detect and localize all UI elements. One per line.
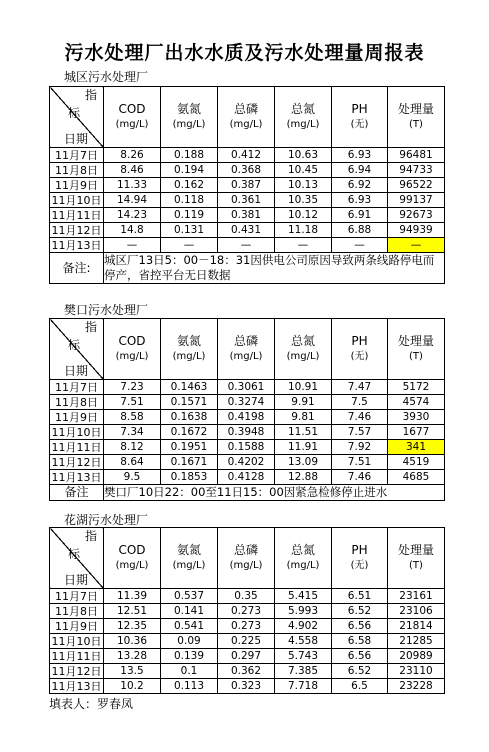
col-header-tp: 总磷 (mg/L): [218, 528, 275, 589]
tp-cell: 0.225: [218, 634, 275, 649]
corner-label-date: 日期: [64, 573, 89, 587]
date-cell: 11月7日: [50, 380, 104, 395]
tn-cell: 10.13: [275, 178, 332, 193]
col-header-cod: COD (mg/L): [104, 528, 161, 589]
tp-cell: 0.297: [218, 649, 275, 664]
table-row: [50, 395, 445, 410]
date-cell: 11月12日: [51, 664, 102, 678]
ph-cell: 7.47: [332, 380, 388, 395]
ph-cell: 6.94: [332, 163, 388, 178]
tn-cell: 5.415: [275, 589, 332, 604]
volume-cell: 96522: [388, 178, 445, 193]
tn-cell: 7.718: [275, 679, 332, 694]
date-cell: 11月7日: [50, 148, 104, 163]
corner-header-cell: [50, 87, 104, 148]
tn-cell: 4.558: [275, 634, 332, 649]
nh3n-cell: 0.188: [161, 148, 218, 163]
cod-cell: 13.5: [104, 664, 161, 679]
col-header-tn: 总氮 (mg/L): [275, 319, 332, 380]
ph-cell: 7.5: [332, 395, 388, 410]
cod-cell: 10.36: [104, 634, 161, 649]
tn-cell: 10.35: [275, 193, 332, 208]
volume-cell: 94939: [388, 223, 445, 238]
report-title: 污水处理厂出水水质及污水处理量周报表: [64, 42, 425, 64]
ph-cell: 7.46: [332, 410, 388, 425]
tp-cell: 0.361: [218, 193, 275, 208]
table-huahu: [49, 527, 445, 694]
tp-cell: 0.4202: [218, 455, 275, 470]
cod-cell: 8.58: [104, 410, 161, 425]
volume-cell: 4574: [388, 395, 445, 410]
nh3n-cell: 0.1571: [161, 395, 218, 410]
col-header-cod: COD (mg/L): [104, 319, 161, 380]
tp-cell: 0.381: [218, 208, 275, 223]
date-cell: 11月11日: [51, 440, 102, 454]
cod-cell: 7.23: [104, 380, 161, 395]
date-cell: 11月12日: [51, 455, 102, 469]
tp-cell: —: [218, 238, 275, 253]
ph-cell: 6.88: [332, 223, 388, 238]
tn-cell: 5.993: [275, 604, 332, 619]
ph-cell: 6.52: [332, 604, 388, 619]
ph-cell: 6.93: [332, 193, 388, 208]
nh3n-cell: 0.1638: [161, 410, 218, 425]
nh3n-cell: 0.162: [161, 178, 218, 193]
tn-cell: 10.45: [275, 163, 332, 178]
col-header-ph: PH (无): [332, 319, 388, 380]
ph-cell: 6.91: [332, 208, 388, 223]
volume-cell: 94733: [388, 163, 445, 178]
cod-cell: —: [104, 238, 161, 253]
table-row: [50, 425, 445, 440]
table-row: [50, 380, 445, 395]
date-cell: 11月9日: [50, 178, 104, 193]
table-chengqu: [49, 86, 445, 284]
volume-cell: 1677: [388, 425, 445, 440]
corner-label-zhi: 指: [84, 529, 97, 543]
table-row: [50, 679, 445, 694]
ph-cell: —: [332, 238, 388, 253]
volume-cell: 23161: [388, 589, 445, 604]
table-row: [50, 470, 445, 485]
tp-cell: 0.35: [218, 589, 275, 604]
volume-cell: 99137: [388, 193, 445, 208]
date-cell: 11月10日: [51, 425, 102, 439]
volume-cell: 92673: [388, 208, 445, 223]
tp-cell: 0.431: [218, 223, 275, 238]
cod-cell: 9.5: [104, 470, 161, 485]
tn-cell: 4.902: [275, 619, 332, 634]
date-cell: 11月11日: [51, 208, 102, 222]
cod-cell: 7.34: [104, 425, 161, 440]
ph-cell: 6.51: [332, 589, 388, 604]
tp-cell: 0.273: [218, 604, 275, 619]
nh3n-cell: —: [161, 238, 218, 253]
ph-cell: 6.92: [332, 178, 388, 193]
note-row: [50, 253, 445, 284]
tn-cell: 10.12: [275, 208, 332, 223]
tp-cell: 0.3061: [218, 380, 275, 395]
tn-cell: 11.91: [275, 440, 332, 455]
tn-cell: 11.51: [275, 425, 332, 440]
corner-label-zhi: 指: [84, 320, 97, 334]
corner-label-zhi: 指: [84, 88, 97, 102]
table-row: [50, 410, 445, 425]
volume-cell: 5172: [388, 380, 445, 395]
corner-header-cell: [50, 528, 104, 589]
volume-cell: 4685: [388, 470, 445, 485]
volume-cell: 20989: [388, 649, 445, 664]
corner-label-date: 日期: [64, 132, 89, 146]
tn-cell: 10.63: [275, 148, 332, 163]
tn-cell: 7.385: [275, 664, 332, 679]
nh3n-cell: 0.537: [161, 589, 218, 604]
tp-cell: 0.4198: [218, 410, 275, 425]
tn-cell: 9.81: [275, 410, 332, 425]
cod-cell: 10.2: [104, 679, 161, 694]
col-header-cod: COD (mg/L): [104, 87, 161, 148]
cod-cell: 13.28: [104, 649, 161, 664]
table-fankou: [49, 318, 445, 501]
tp-cell: 0.1588: [218, 440, 275, 455]
tp-cell: 0.273: [218, 619, 275, 634]
plant-name-huahu: 花湖污水处理厂: [64, 513, 149, 527]
nh3n-cell: 0.1463: [161, 380, 218, 395]
date-cell: 11月9日: [50, 619, 104, 634]
ph-cell: 6.56: [332, 649, 388, 664]
ph-cell: 7.92: [332, 440, 388, 455]
nh3n-cell: 0.1853: [161, 470, 218, 485]
nh3n-cell: 0.194: [161, 163, 218, 178]
ph-cell: 6.5: [332, 679, 388, 694]
cod-cell: 8.12: [104, 440, 161, 455]
date-cell: 11月12日: [51, 223, 102, 237]
cod-cell: 12.51: [104, 604, 161, 619]
tn-cell: 13.09: [275, 455, 332, 470]
ph-cell: 6.93: [332, 148, 388, 163]
note-text: 城区厂13日5：00－18：31因供电公司原因导致两条线路停电而停产，省控平台无日数据: [104, 253, 445, 284]
col-header-volume: 处理量 (T): [388, 528, 445, 589]
date-cell: 11月13日: [51, 238, 102, 252]
volume-cell: 4519: [388, 455, 445, 470]
tp-cell: 0.3948: [218, 425, 275, 440]
tn-cell: 10.91: [275, 380, 332, 395]
table-header-row: [50, 319, 445, 380]
date-cell: 11月8日: [50, 163, 104, 178]
volume-cell: 96481: [388, 148, 445, 163]
volume-cell: 23110: [388, 664, 445, 679]
ph-cell: 6.58: [332, 634, 388, 649]
cod-cell: 11.33: [104, 178, 161, 193]
volume-cell: —: [388, 238, 445, 253]
nh3n-cell: 0.131: [161, 223, 218, 238]
table-row: [50, 604, 445, 619]
col-header-nh3n: 氨氮 (mg/L): [161, 87, 218, 148]
col-header-tp: 总磷 (mg/L): [218, 319, 275, 380]
date-cell: 11月11日: [51, 649, 102, 663]
table-row: [50, 148, 445, 163]
cod-cell: 7.51: [104, 395, 161, 410]
note-label: 备注:: [50, 253, 104, 284]
col-header-ph: PH (无): [332, 87, 388, 148]
table-row: [50, 664, 445, 679]
col-header-tp: 总磷 (mg/L): [218, 87, 275, 148]
date-cell: 11月13日: [51, 470, 102, 484]
nh3n-cell: 0.1: [161, 664, 218, 679]
date-cell: 11月10日: [51, 634, 102, 648]
date-cell: 11月10日: [51, 193, 102, 207]
date-cell: 11月8日: [50, 395, 104, 410]
table-row: [50, 455, 445, 470]
tp-cell: 0.368: [218, 163, 275, 178]
col-header-ph: PH (无): [332, 528, 388, 589]
col-header-nh3n: 氨氮 (mg/L): [161, 528, 218, 589]
nh3n-cell: 0.541: [161, 619, 218, 634]
table-row: [50, 634, 445, 649]
tp-cell: 0.412: [218, 148, 275, 163]
cod-cell: 14.8: [104, 223, 161, 238]
corner-header-cell: [50, 319, 104, 380]
ph-cell: 7.46: [332, 470, 388, 485]
cod-cell: 11.39: [104, 589, 161, 604]
ph-cell: 6.56: [332, 619, 388, 634]
tp-cell: 0.387: [218, 178, 275, 193]
volume-cell: 21285: [388, 634, 445, 649]
table-header-row: [50, 528, 445, 589]
nh3n-cell: 0.139: [161, 649, 218, 664]
col-header-tn: 总氮 (mg/L): [275, 528, 332, 589]
nh3n-cell: 0.141: [161, 604, 218, 619]
nh3n-cell: 0.1951: [161, 440, 218, 455]
note-label: 备注: [50, 485, 104, 501]
volume-cell: 3930: [388, 410, 445, 425]
table-row: [50, 619, 445, 634]
date-cell: 11月7日: [50, 589, 104, 604]
cod-cell: 8.26: [104, 148, 161, 163]
corner-label-biao: 标: [68, 338, 81, 352]
nh3n-cell: 0.09: [161, 634, 218, 649]
tp-cell: 0.4128: [218, 470, 275, 485]
nh3n-cell: 0.113: [161, 679, 218, 694]
tp-cell: 0.323: [218, 679, 275, 694]
volume-cell: 21814: [388, 619, 445, 634]
ph-cell: 6.52: [332, 664, 388, 679]
table-header-row: [50, 87, 445, 148]
col-header-nh3n: 氨氮 (mg/L): [161, 319, 218, 380]
nh3n-cell: 0.119: [161, 208, 218, 223]
nh3n-cell: 0.118: [161, 193, 218, 208]
table-row: [50, 649, 445, 664]
nh3n-cell: 0.1671: [161, 455, 218, 470]
nh3n-cell: 0.1672: [161, 425, 218, 440]
table-row: [50, 238, 445, 253]
date-cell: 11月9日: [50, 410, 104, 425]
cod-cell: 14.94: [104, 193, 161, 208]
volume-cell: 23106: [388, 604, 445, 619]
tn-cell: 9.91: [275, 395, 332, 410]
date-cell: 11月13日: [51, 679, 102, 693]
tp-cell: 0.3274: [218, 395, 275, 410]
table-row: [50, 193, 445, 208]
col-header-tn: 总氮 (mg/L): [275, 87, 332, 148]
tn-cell: 11.18: [275, 223, 332, 238]
ph-cell: 7.51: [332, 455, 388, 470]
tn-cell: —: [275, 238, 332, 253]
cod-cell: 14.23: [104, 208, 161, 223]
corner-label-biao: 标: [68, 547, 81, 561]
table-row: [50, 163, 445, 178]
corner-label-biao: 标: [68, 106, 81, 120]
plant-name-chengqu: 城区污水处理厂: [64, 70, 149, 84]
table-row: [50, 208, 445, 223]
corner-label-date: 日期: [64, 364, 89, 378]
tp-cell: 0.362: [218, 664, 275, 679]
cod-cell: 8.64: [104, 455, 161, 470]
note-row: [50, 485, 445, 501]
cod-cell: 8.46: [104, 163, 161, 178]
col-header-volume: 处理量 (T): [388, 319, 445, 380]
filler-signature: 填表人：罗春凤: [49, 697, 134, 711]
ph-cell: 7.57: [332, 425, 388, 440]
col-header-volume: 处理量 (T): [388, 87, 445, 148]
table-row: [50, 223, 445, 238]
plant-name-fankou: 樊口污水处理厂: [64, 303, 149, 317]
tn-cell: 5.743: [275, 649, 332, 664]
table-row: [50, 440, 445, 455]
volume-cell: 341: [388, 440, 445, 455]
tn-cell: 12.88: [275, 470, 332, 485]
date-cell: 11月8日: [50, 604, 104, 619]
note-text: 樊口厂10日22：00至11日15：00因紧急检修停止进水: [104, 485, 445, 501]
volume-cell: 23228: [388, 679, 445, 694]
cod-cell: 12.35: [104, 619, 161, 634]
table-row: [50, 178, 445, 193]
table-row: [50, 589, 445, 604]
